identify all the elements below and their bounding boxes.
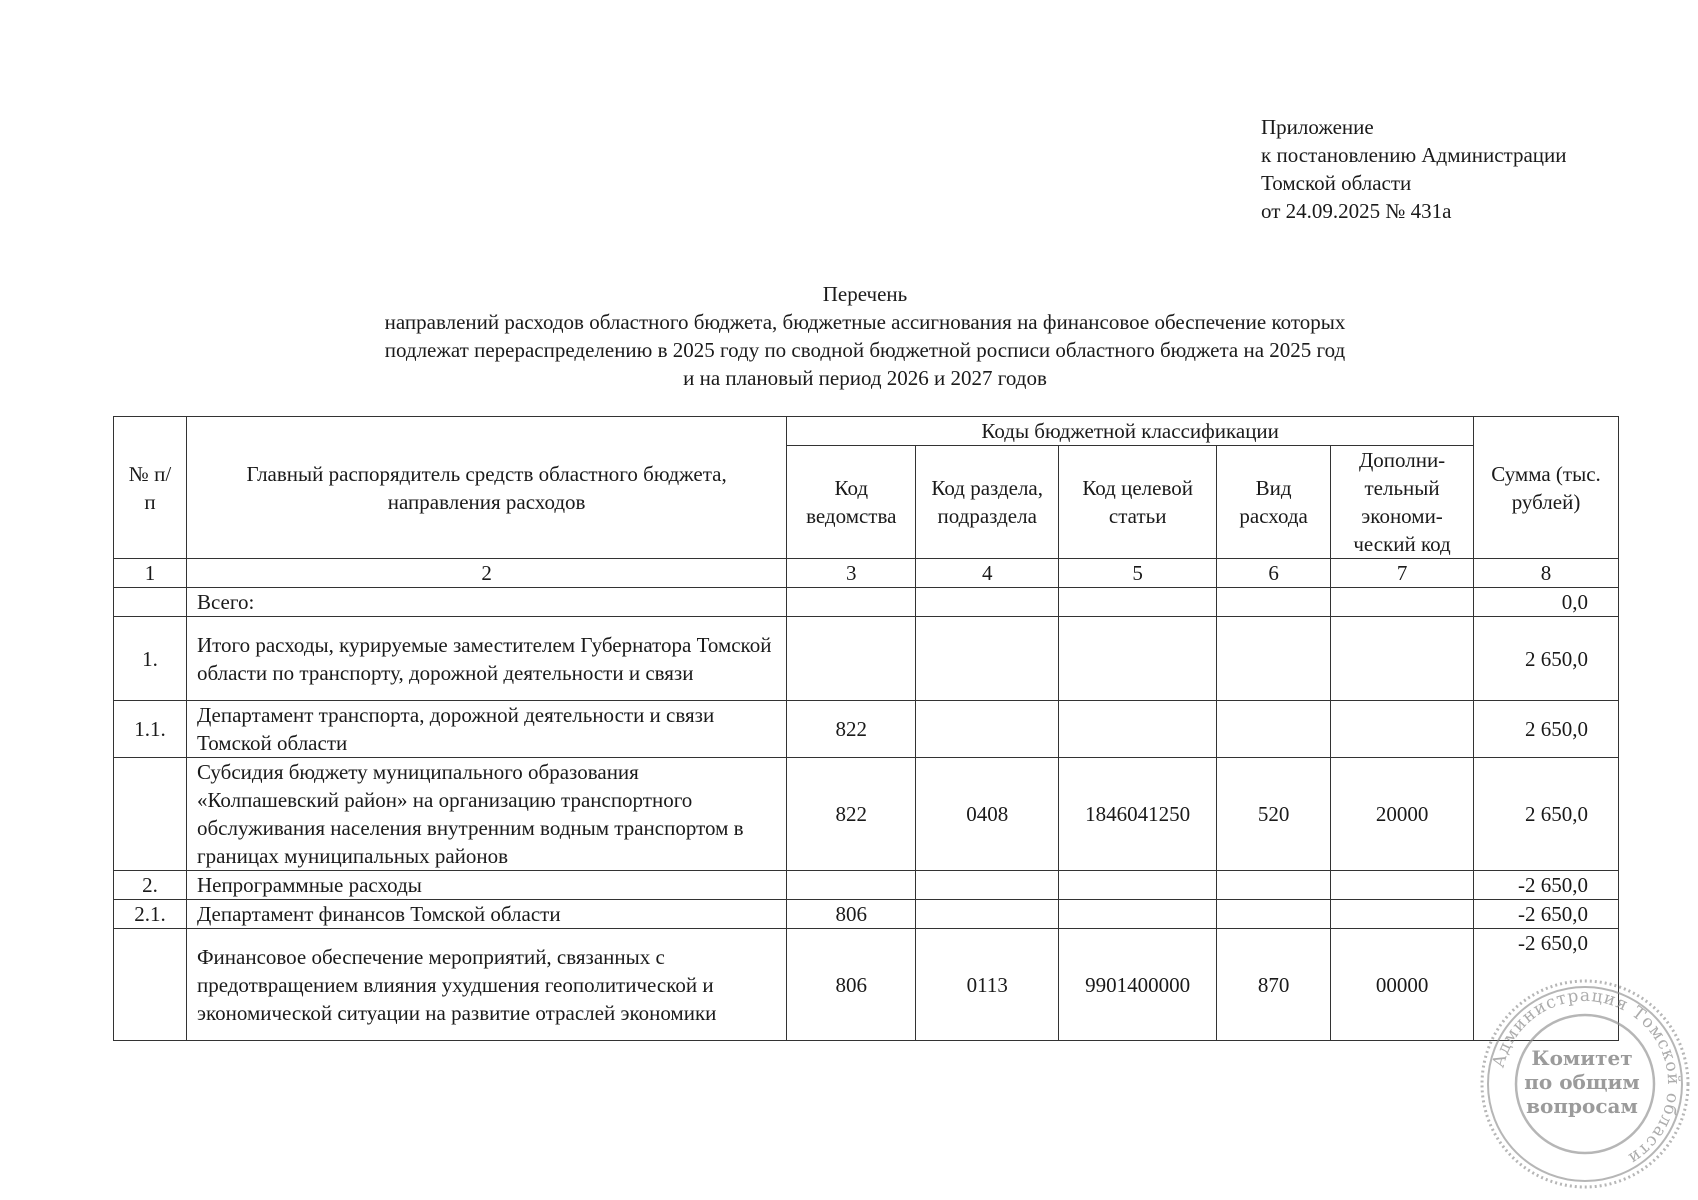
row-name: Непрограммные расходы — [186, 871, 786, 900]
row-name: Субсидия бюджету муниципального образования «Колпашевский район» на организацию транспортного обслуживания населения внутренним водным транспортом в границах муниципальных районов — [186, 758, 786, 871]
row-num: 1.1. — [114, 701, 187, 758]
row-target: 9901400000 — [1059, 929, 1217, 1041]
table-row — [114, 617, 1619, 701]
header-dept-code: Код ведомства — [787, 446, 916, 559]
row-dept: 806 — [787, 929, 916, 1041]
appendix-region: Томской области — [1261, 171, 1412, 195]
column-number: 7 — [1331, 559, 1474, 588]
header-section-code: Код раздела, подраздела — [916, 446, 1059, 559]
row-target — [1059, 701, 1217, 758]
row-section: 0408 — [916, 758, 1059, 871]
row-sum: -2 650,0 — [1474, 929, 1619, 1041]
row-target — [1059, 617, 1217, 701]
column-number: 6 — [1217, 559, 1331, 588]
row-dept: 822 — [787, 701, 916, 758]
row-sum: 2 650,0 — [1474, 758, 1619, 871]
header-name: Главный распорядитель средств областного бюджета, направления расходов — [186, 417, 786, 559]
column-number: 5 — [1059, 559, 1217, 588]
row-type: 520 — [1217, 758, 1331, 871]
title-line-1: Перечень — [822, 282, 908, 306]
stamp-center-line-1: Комитет — [1531, 1046, 1633, 1070]
column-number: 4 — [916, 559, 1059, 588]
row-dept — [787, 617, 916, 701]
table-row — [114, 900, 1619, 929]
header-target-code: Код целевой статьи — [1059, 446, 1217, 559]
title-line-4: и на плановый период 2026 и 2027 годов — [683, 366, 1047, 390]
row-dept — [787, 588, 916, 617]
row-num: 2. — [114, 871, 187, 900]
title-line-3: подлежат перераспределению в 2025 году по сводной бюджетной росписи областного бюджета на 2025 год — [384, 338, 1346, 362]
row-section: 0113 — [916, 929, 1059, 1041]
row-dept: 806 — [787, 900, 916, 929]
appendix-label: Приложение — [1261, 115, 1374, 139]
row-num — [114, 758, 187, 871]
row-target — [1059, 588, 1217, 617]
row-type: 870 — [1217, 929, 1331, 1041]
row-section — [916, 871, 1059, 900]
row-sum: 2 650,0 — [1474, 617, 1619, 701]
row-dept — [787, 871, 916, 900]
header-expense-type: Вид расхода — [1217, 446, 1331, 559]
row-extra: 00000 — [1331, 929, 1474, 1041]
row-sum: -2 650,0 — [1474, 900, 1619, 929]
header-extra-code: Дополни-тельный экономи-ческий код — [1331, 446, 1474, 559]
official-seal-stamp — [1478, 977, 1692, 1191]
row-type — [1217, 900, 1331, 929]
row-name: Всего: — [186, 588, 786, 617]
column-number-row — [114, 559, 1619, 588]
row-type — [1217, 871, 1331, 900]
row-sum: -2 650,0 — [1474, 871, 1619, 900]
row-target — [1059, 900, 1217, 929]
budget-table — [113, 416, 1619, 1041]
row-sum: 2 650,0 — [1474, 701, 1619, 758]
row-extra — [1331, 588, 1474, 617]
document-title — [250, 280, 1480, 392]
appendix-header — [1261, 113, 1567, 225]
row-name: Департамент транспорта, дорожной деятельности и связи Томской области — [186, 701, 786, 758]
row-section — [916, 701, 1059, 758]
row-extra — [1331, 617, 1474, 701]
column-number: 3 — [787, 559, 916, 588]
row-type — [1217, 617, 1331, 701]
row-dept: 822 — [787, 758, 916, 871]
table-row — [114, 871, 1619, 900]
row-num: 1. — [114, 617, 187, 701]
column-number: 2 — [186, 559, 786, 588]
table-row — [114, 701, 1619, 758]
row-name: Департамент финансов Томской области — [186, 900, 786, 929]
row-extra — [1331, 900, 1474, 929]
row-name: Итого расходы, курируемые заместителем Губернатора Томской области по транспорту, дорожной деятельности и связи — [186, 617, 786, 701]
table-row — [114, 929, 1619, 1041]
row-type — [1217, 588, 1331, 617]
row-num: 2.1. — [114, 900, 187, 929]
column-number: 8 — [1474, 559, 1619, 588]
table-row — [114, 758, 1619, 871]
header-num: № п/п — [114, 417, 187, 559]
row-target — [1059, 871, 1217, 900]
appendix-ref: к постановлению Администрации — [1261, 143, 1567, 167]
header-codes-group: Коды бюджетной классификации — [787, 417, 1474, 446]
row-name: Финансовое обеспечение мероприятий, связанных с предотвращением влияния ухудшения геополитической и экономической ситуации на развитие отраслей экономики — [186, 929, 786, 1041]
row-extra — [1331, 701, 1474, 758]
title-line-2: направлений расходов областного бюджета, бюджетные ассигнования на финансовое обеспечение которых — [384, 310, 1346, 334]
row-num — [114, 929, 187, 1041]
row-extra: 20000 — [1331, 758, 1474, 871]
stamp-ring-text: Администрация Томской области — [1488, 985, 1684, 1169]
row-num — [114, 588, 187, 617]
row-section — [916, 617, 1059, 701]
appendix-date: от 24.09.2025 № 431а — [1261, 199, 1452, 223]
row-type — [1217, 701, 1331, 758]
row-section — [916, 900, 1059, 929]
stamp-center-line-2: по общим — [1524, 1070, 1640, 1094]
column-number: 1 — [114, 559, 187, 588]
header-sum: Сумма (тыс. рублей) — [1474, 417, 1619, 559]
stamp-center-line-3: вопросам — [1526, 1094, 1638, 1118]
row-sum: 0,0 — [1474, 588, 1619, 617]
table-row — [114, 588, 1619, 617]
row-target: 1846041250 — [1059, 758, 1217, 871]
row-extra — [1331, 871, 1474, 900]
row-section — [916, 588, 1059, 617]
